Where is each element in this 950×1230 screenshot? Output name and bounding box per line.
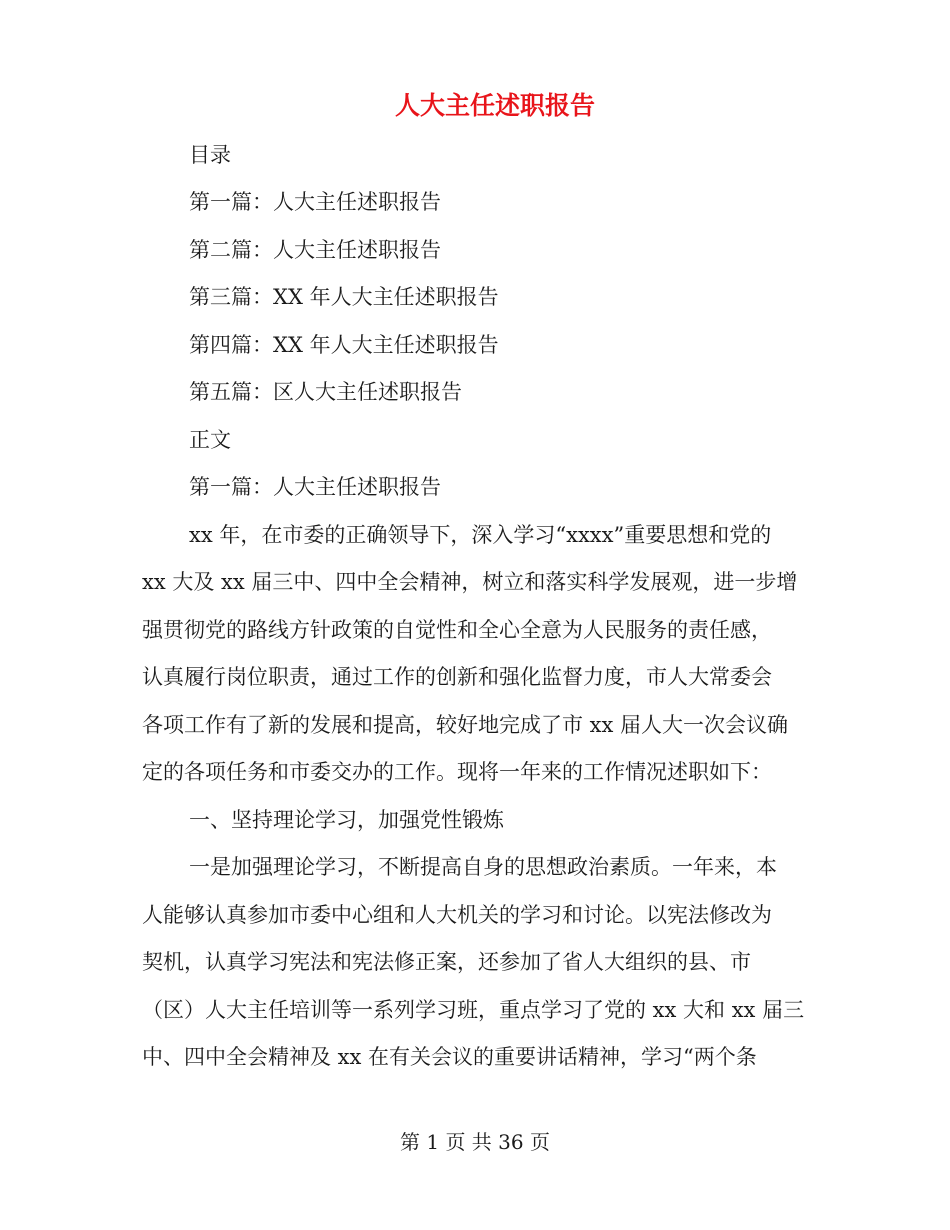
paragraph-line: 中、四中全会精神及 xx 在有关会议的重要讲话精神，学习“两个条 — [142, 1045, 757, 1069]
paragraph-line: 认真履行岗位职责，通过工作的创新和强化监督力度，市人大常委会 — [142, 665, 772, 689]
toc-item: 第一篇：人大主任述职报告 — [189, 190, 441, 214]
paragraph-line: 强贯彻党的路线方针政策的自觉性和全心全意为人民服务的责任感， — [142, 618, 772, 642]
page-number: 第 1 页 共 36 页 — [400, 1130, 550, 1154]
document-title: 人大主任述职报告 — [394, 91, 595, 120]
paragraph-line: 各项工作有了新的发展和提高，较好地完成了市 xx 届人大一次会议确 — [142, 713, 789, 737]
paragraph-line: 契机，认真学习宪法和宪法修正案，还参加了省人大组织的县、市 — [142, 950, 751, 974]
toc-heading: 目录 — [189, 143, 231, 167]
paragraph-line: 定的各项任务和市委交办的工作。现将一年来的工作情况述职如下： — [142, 760, 772, 784]
toc-item: 第四篇：XX 年人大主任述职报告 — [189, 333, 499, 357]
paragraph-line: （区）人大主任培训等一系列学习班，重点学习了党的 xx 大和 xx 届三 — [142, 998, 805, 1022]
toc-item: 第五篇：区人大主任述职报告 — [189, 380, 462, 404]
toc-item: 第三篇：XX 年人大主任述职报告 — [189, 285, 499, 309]
toc-item: 第二篇：人大主任述职报告 — [189, 238, 441, 262]
paragraph-line: xx 年，在市委的正确领导下，深入学习“xxxx”重要思想和党的 — [189, 523, 772, 547]
body-heading: 正文 — [189, 428, 231, 452]
paragraph-line: xx 大及 xx 届三中、四中全会精神，树立和落实科学发展观，进一步增 — [142, 570, 798, 594]
subheading: 一、坚持理论学习，加强党性锻炼 — [189, 808, 504, 832]
paragraph-line: 一是加强理论学习，不断提高自身的思想政治素质。一年来，本 — [189, 855, 777, 879]
paragraph-line: 人能够认真参加市委中心组和人大机关的学习和讨论。以宪法修改为 — [142, 903, 772, 927]
section-title: 第一篇：人大主任述职报告 — [189, 475, 441, 499]
